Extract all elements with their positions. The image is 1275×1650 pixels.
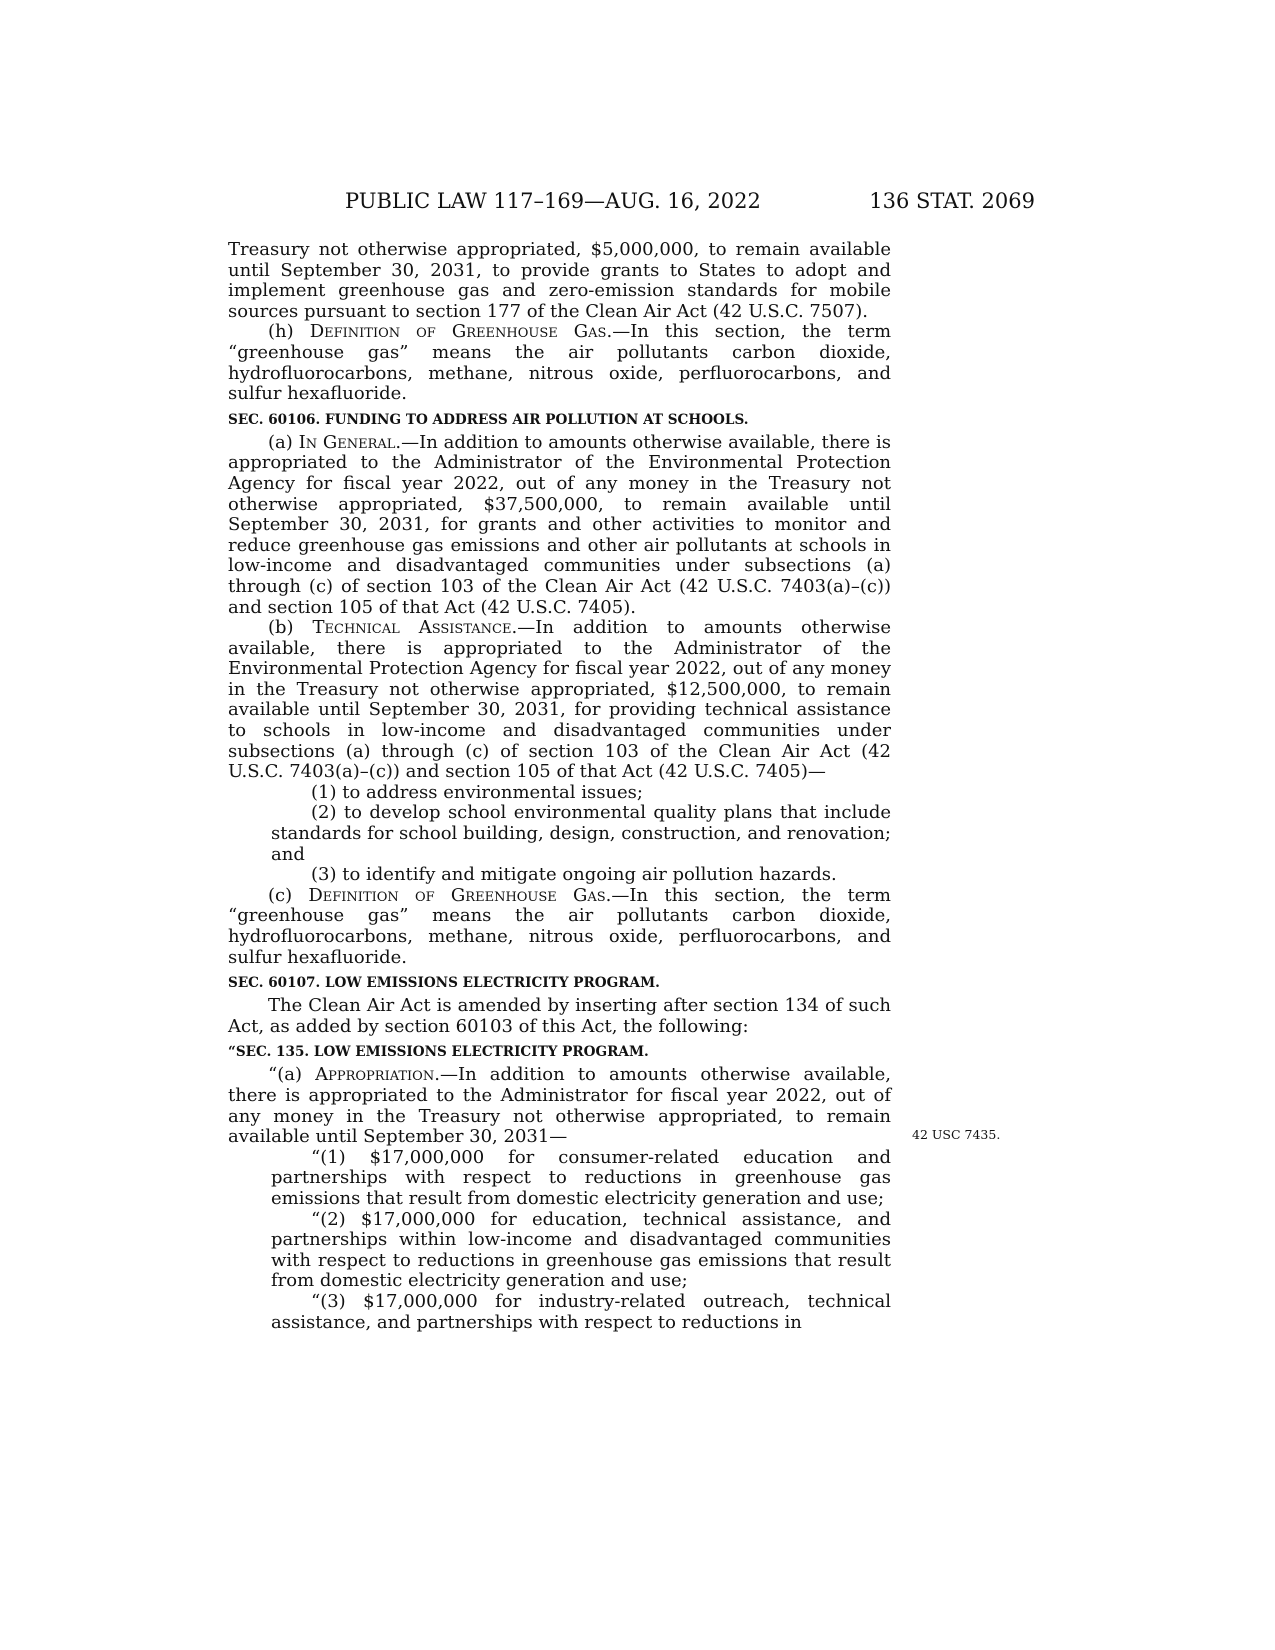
paragraph-135-a-3: “(3) $17,000,000 for industry-related outreach, technical assistance, and partnerships with respect to reductions in — [271, 1290, 891, 1333]
subsection-60106-c-caption: Definition of Greenhouse Gas. — [308, 884, 612, 906]
page-body — [228, 240, 891, 1333]
margin-note-usc: 42 USC 7435. — [912, 1127, 1001, 1142]
section-60107-intro: The Clean Air Act is amended by inserting after section 134 of such Act, as added by section 60103 of this Act, the following: — [228, 995, 891, 1037]
running-header — [345, 186, 1035, 216]
header-law-citation: PUBLIC LAW 117–169—AUG. 16, 2022 — [345, 189, 761, 213]
subsection-60106-b: (b) Technical Assistance.—In addition to amounts otherwise available, there is appropriated to the Administrator of the Environmental Protection Agency for fiscal year 2022, out of any money in the Treasury not otherwise appropriated, $12,500,000, to remain available until September 30, 2031, for providing technical assistance to schools in low-income and disadvantaged communities under subsections (a) through (c) of section 103 of the Clean Air Act (42 U.S.C. 7403(a)–(c)) and section 105 of that Act (42 U.S.C. 7405)— — [228, 617, 891, 783]
subsection-135-a: “(a) Appropriation.—In addition to amounts otherwise available, there is appropriated to the Administrator for fiscal year 2022, out of any money in the Treasury not otherwise appropriated, to remain available until September 30, 2031— — [228, 1064, 891, 1148]
section-135-heading: “SEC. 135. LOW EMISSIONS ELECTRICITY PROGRAM. — [228, 1044, 649, 1061]
subsection-60106-a-caption: In General. — [298, 431, 402, 453]
subsection-60106-a: (a) In General.—In addition to amounts otherwise available, there is appropriated to the Administrator of the Environmental Protection Agency for fiscal year 2022, out of any money in the Treasury not otherwise appropriated, $37,500,000, to remain available until September 30, 2031, for grants and other activities to monitor and reduce greenhouse gas emissions and other air pollutants at schools in low-income and disadvantaged communities under subsections (a) through (c) of section 103 of the Clean Air Act (42 U.S.C. 7403(a)–(c)) and section 105 of that Act (42 U.S.C. 7405). — [228, 431, 891, 618]
paragraph-135-a-1: “(1) $17,000,000 for consumer-related education and partnerships with respect to reductions in greenhouse gas emissions that result from domestic electricity generation and use; — [271, 1146, 891, 1209]
subsection-h-caption: Definition of Greenhouse Gas. — [309, 321, 613, 343]
subsection-60106-c: (c) Definition of Greenhouse Gas.—In this section, the term “greenhouse gas” means the air pollutants carbon dioxide, hydrofluorocarbons, methane, nitrous oxide, perfluorocarbons, and sulfur hexafluoride. — [228, 884, 892, 968]
subsection-h: (h) Definition of Greenhouse Gas.—In this section, the term “greenhouse gas” means the air pollutants carbon dioxide, hydrofluorocarbons, methane, nitrous oxide, perfluorocarbons, and sulfur hexafluoride. — [228, 321, 892, 405]
paragraph-60106-b-3: (3) to identify and mitigate ongoing air pollution hazards. — [311, 864, 837, 886]
section-60106-heading: SEC. 60106. FUNDING TO ADDRESS AIR POLLUTION AT SCHOOLS. — [228, 411, 749, 428]
subsection-135-a-caption: Appropriation. — [315, 1064, 440, 1086]
header-stat-page: 136 STAT. 2069 — [869, 189, 1035, 213]
paragraph-60106-b-2: (2) to develop school environmental quality plans that include standards for school building, design, construction, and renovation; and — [271, 802, 891, 865]
paragraph-135-a-2: “(2) $17,000,000 for education, technical assistance, and partnerships within low-income and disadvantaged communities with respect to reductions in greenhouse gas emissions that result from domestic electricity generation and use; — [271, 1208, 891, 1292]
subsection-60106-b-caption: Technical Assistance. — [312, 617, 518, 639]
section-60107-heading: SEC. 60107. LOW EMISSIONS ELECTRICITY PROGRAM. — [228, 975, 660, 992]
continued-paragraph: Treasury not otherwise appropriated, $5,000,000, to remain available until September 30, 2031, to provide grants to States to adopt and implement greenhouse gas and zero-emission standards for mobile sources pursuant to section 177 of the Clean Air Act (42 U.S.C. 7507). — [228, 239, 891, 322]
paragraph-60106-b-1: (1) to address environmental issues; — [311, 781, 643, 803]
